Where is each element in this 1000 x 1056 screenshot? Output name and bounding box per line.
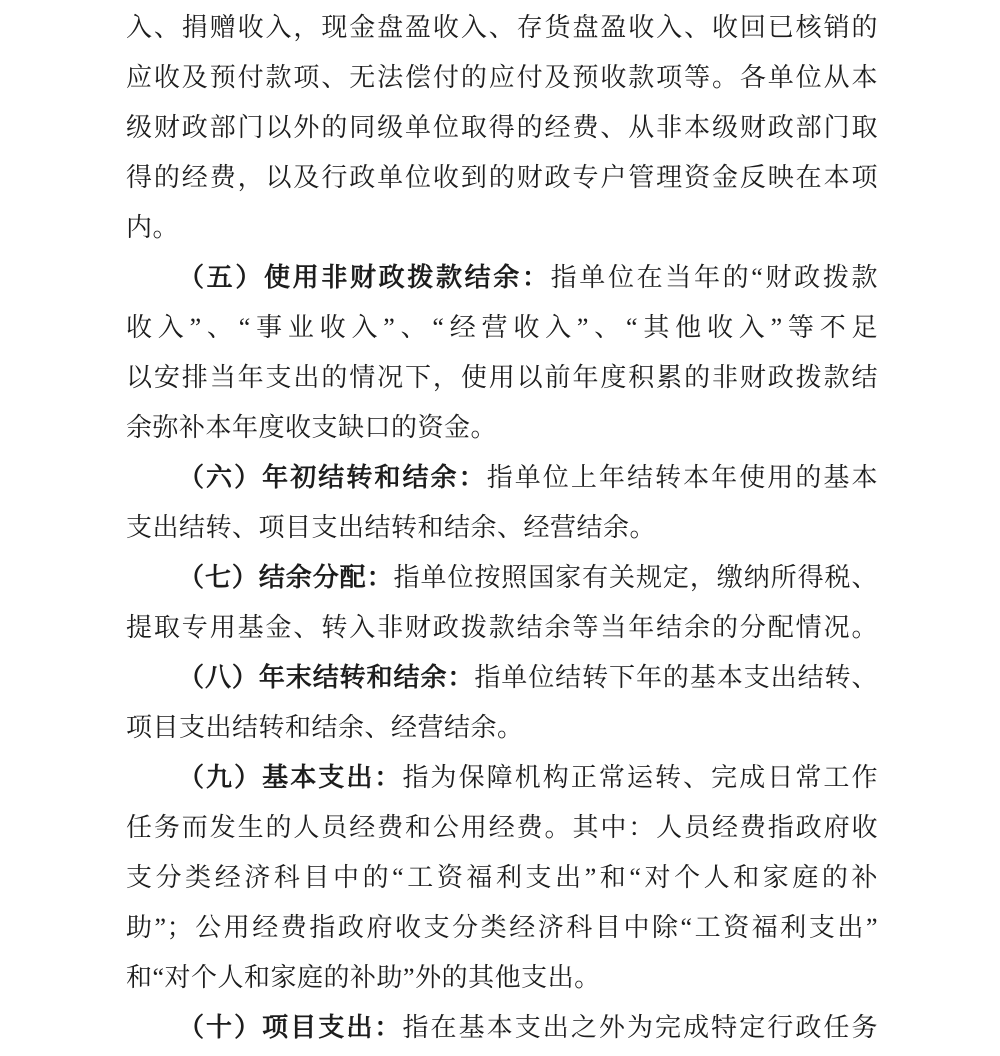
line-text: 指单位按照国家有关规定，缴纳所得税、 bbox=[393, 563, 878, 592]
text-line bbox=[126, 603, 878, 653]
line-text: 项目支出结转和结余、经营结余。 bbox=[126, 713, 524, 742]
line-text: 得的经费，以及行政单位收到的财政专户管理资金反映在本项 bbox=[126, 163, 878, 192]
text-line bbox=[126, 203, 878, 253]
line-text: 级财政部门以外的同级单位取得的经费、从非本级财政部门取 bbox=[126, 113, 878, 142]
line-text: 内。 bbox=[126, 213, 180, 242]
section-heading: （七）结余分配： bbox=[178, 563, 394, 592]
text-line bbox=[126, 53, 878, 103]
text-line bbox=[126, 853, 878, 903]
line-text: 提取专用基金、转入非财政拨款结余等当年结余的分配情况。 bbox=[126, 613, 878, 642]
line-text: 余弥补本年度收支缺口的资金。 bbox=[126, 413, 498, 442]
text-line-section-6 bbox=[126, 453, 878, 503]
line-text: 收入”、“事业收入”、“经营收入”、“其他收入”等不足 bbox=[126, 313, 878, 342]
text-line bbox=[126, 153, 878, 203]
text-line bbox=[126, 903, 878, 953]
section-heading: （六）年初结转和结余： bbox=[178, 463, 487, 492]
text-line-section-10 bbox=[126, 1003, 878, 1053]
text-line-section-5 bbox=[126, 253, 878, 303]
text-line bbox=[126, 303, 878, 353]
text-line bbox=[126, 803, 878, 853]
line-text: 指为保障机构正常运转、完成日常工作 bbox=[402, 763, 878, 792]
line-text: 应收及预付款项、无法偿付的应付及预收款项等。各单位从本 bbox=[126, 63, 878, 92]
text-line bbox=[126, 103, 878, 153]
line-text: 和“对个人和家庭的补助”外的其他支出。 bbox=[126, 963, 601, 992]
text-line-section-8 bbox=[126, 653, 878, 703]
line-text: 入、捐赠收入，现金盘盈收入、存货盘盈收入、收回已核销的 bbox=[126, 13, 878, 42]
line-text: 指单位上年结转本年使用的基本 bbox=[486, 463, 878, 492]
section-heading: （五）使用非财政拨款结余： bbox=[178, 263, 551, 292]
text-line bbox=[126, 3, 878, 53]
text-line bbox=[126, 703, 878, 753]
line-text: 指单位在当年的“财政拨款 bbox=[550, 263, 878, 292]
line-text: 支出结转、项目支出结转和结余、经营结余。 bbox=[126, 513, 657, 542]
line-text: 以安排当年支出的情况下，使用以前年度积累的非财政拨款结 bbox=[126, 363, 878, 392]
line-text: 支分类经济科目中的“工资福利支出”和“对个人和家庭的补 bbox=[126, 863, 878, 892]
document-text-block bbox=[126, 3, 878, 1053]
line-text: 指在基本支出之外为完成特定行政任务 bbox=[402, 1013, 878, 1042]
text-line-section-9 bbox=[126, 753, 878, 803]
section-heading: （九）基本支出： bbox=[178, 763, 403, 792]
section-heading: （十）项目支出： bbox=[178, 1013, 403, 1042]
line-text: 指单位结转下年的基本支出结转、 bbox=[474, 663, 878, 692]
text-line bbox=[126, 503, 878, 553]
text-line bbox=[126, 403, 878, 453]
text-line-section-7 bbox=[126, 553, 878, 603]
text-line bbox=[126, 353, 878, 403]
text-line bbox=[126, 953, 878, 1003]
line-text: 助”；公用经费指政府收支分类经济科目中除“工资福利支出” bbox=[126, 913, 878, 942]
line-text: 任务而发生的人员经费和公用经费。其中：人员经费指政府收 bbox=[126, 813, 878, 842]
section-heading: （八）年末结转和结余： bbox=[178, 663, 475, 692]
